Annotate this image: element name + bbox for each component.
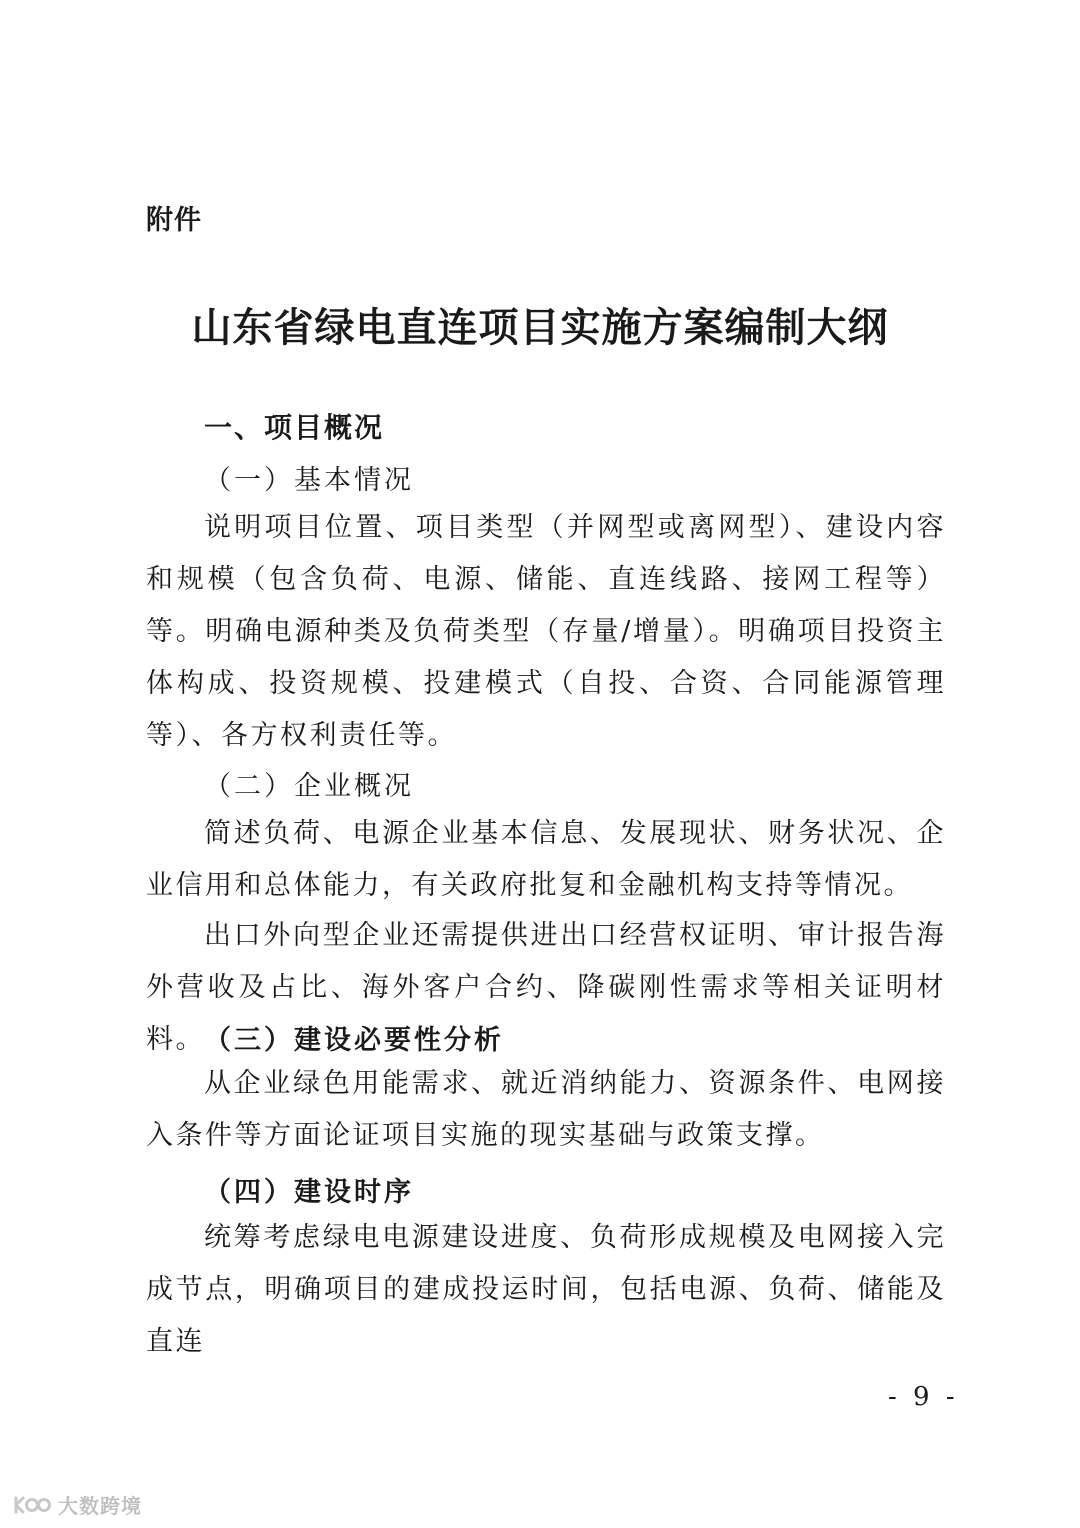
page-number: - 9 -	[888, 1382, 959, 1412]
paragraph-necessity: 从企业绿色用能需求、就近消纳能力、资源条件、电网接入条件等方面论证项目实施的现实基础与政策支撑。	[146, 1068, 946, 1151]
subsection-heading-schedule: （四）建设时序	[204, 1177, 414, 1208]
watermark-logo-icon	[12, 1492, 52, 1518]
watermark-text: 大数跨境	[58, 1494, 142, 1518]
watermark	[12, 1490, 142, 1519]
section-heading-overview: 一、项目概况	[204, 411, 385, 444]
subsection-heading-basic-info: （一）基本情况	[204, 465, 414, 496]
paragraph-company-overview-2: 出口外向型企业还需提供进出口经营权证明、审计报告海外营收及占比、海外客户合约、降碳刚性需求等相关证明材料。	[146, 920, 946, 1055]
document-title: 山东省绿电直连项目实施方案编制大纲	[191, 304, 889, 351]
paragraph-basic-info: 说明项目位置、项目类型（并网型或离网型）、建设内容和规模（包含负荷、电源、储能、直连线路、接网工程等）等。明确电源种类及负荷类型（存量/增量）。明确项目投资主体构成、投资规模、投建模式（自投、合资、合同能源管理等）、各方权利责任等。	[146, 512, 946, 751]
attachment-label: 附件	[146, 205, 202, 236]
paragraph-schedule: 统筹考虑绿电电源建设进度、负荷形成规模及电网接入完成节点，明确项目的建成投运时间，包括电源、负荷、储能及直连	[146, 1222, 946, 1357]
subsection-heading-necessity: （三）建设必要性分析	[204, 1025, 504, 1056]
paragraph-company-overview-1: 简述负荷、电源企业基本信息、发展现状、财务状况、企业信用和总体能力，有关政府批复和金融机构支持等情况。	[146, 818, 946, 901]
subsection-heading-company-overview: （二）企业概况	[204, 771, 414, 802]
